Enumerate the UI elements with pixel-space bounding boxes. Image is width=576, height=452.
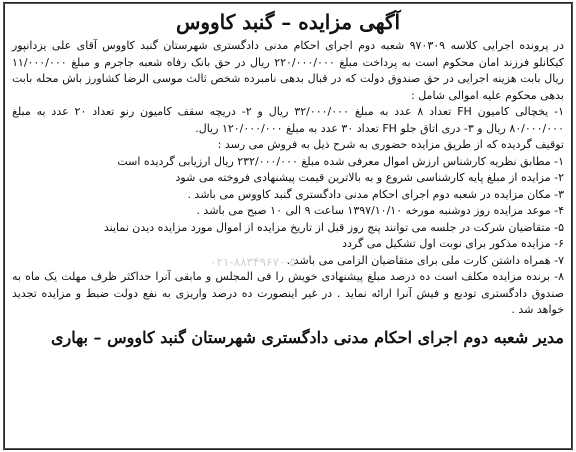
condition-item: ۴- موعد مزایده روز دوشنبه مورخه ۱۳۹۷/۱۰/۱۰ ساعت ۹ الی ۱۰ صبح می باشد .: [196, 204, 564, 217]
condition-item: ۳- مکان مزایده در شعبه دوم اجرای احکام مدنی دادگستری گنبد کاووس می باشد .: [187, 187, 564, 201]
notice-content: [12, 8, 564, 444]
notice-title: آگهی مزایده – گنبد کاووس: [175, 10, 401, 34]
condition-item: ۱- مطابق نظریه کارشناس ارزش اموال معرفی شده مبلغ ۲۳۲/۰۰۰/۰۰۰ ریال ارزیابی گردیده است: [117, 154, 564, 168]
signature-line: مدیر شعبه دوم اجرای احکام مدنی دادگستری شهرستان گنبد کاووس – بهاری: [51, 327, 564, 347]
condition-item: ۷- همراه داشتن کارت ملی برای متقاضیان الزامی می باشد .: [286, 253, 564, 267]
watermark-phone: ۰۲۱-۸۸۳۴۹۶۷۰-۵: [210, 255, 297, 269]
condition-item: ۵- متقاضیان شرکت در جلسه می توانند پنج روز قبل از تاریخ مزایده از اموال مورد مزایده دیدن نمایند: [103, 220, 564, 234]
sale-lead: توقیف گردیده که از طریق مزایده حضوری به شرح ذیل به فروش می رسد :: [217, 138, 564, 151]
property-list: ۱- یخچالی کامیون FH تعداد ۸ عدد به مبلغ ۳۲/۰۰۰/۰۰۰ ریال و ۲- دریچه سقف کامیون رنو تعداد ۲۰ عدد به مبلغ ۸۰/۰۰۰/۰۰۰ ریال و ۳- دری اتاق جلو FH تعداد ۳۰ عدد به مبلغ ۱۲۰/۰۰۰/۰۰۰ ریال.: [12, 105, 565, 135]
conditions-list: [12, 154, 564, 319]
condition-item: ۶- مزایده مذکور برای نوبت اول تشکیل می گردد: [342, 237, 564, 250]
intro-paragraph: در پرونده اجرایی کلاسه ۹۷۰۳۰۹ شعبه دوم اجرای احکام مدنی دادگستری شهرستان گنبد کاووس آقای علی یزدانپور کیکانلو فرزند امان محکوم است به پرداخت مبلغ ۲۲۰/۰۰۰/۰۰۰ ریال در حق بانک رفاه شعبه جاجرم و مبلغ ۱۱/۰۰۰/۰۰۰ ریال بابت هزینه اجرایی در حق صندوق دولت که در قبال بدهی نامبرده شخص ثالث موسی الرضا کشاورز باش محله بابت بدهی محکوم علیه اموالی شامل :: [12, 39, 564, 102]
condition-item: ۸- برنده مزایده مکلف است ده درصد مبلغ پیشنهادی خویش را فی المجلس و مابقی آنرا حداکثر ظرف مهلت یک ماه به صندوق دادگستری تودیع و فیش آنرا ارائه نماید . در غیر اینصورت ده درصد واریزی به نفع دولت ضبط و مزایده تجدید خواهد شد .: [12, 270, 564, 316]
condition-item: ۲- مزایده از مبلغ پایه کارشناسی شروع و به بالاترین قیمت پیشنهادی فروخته می شود: [175, 171, 564, 184]
